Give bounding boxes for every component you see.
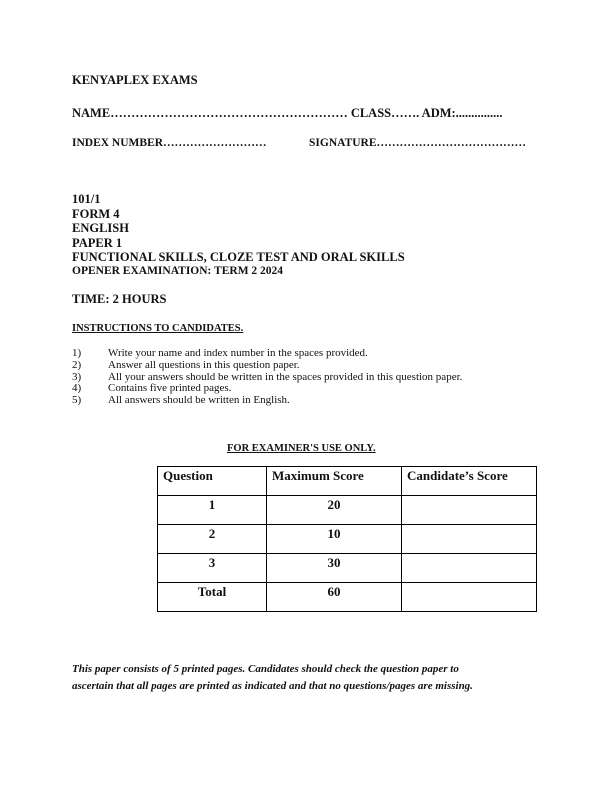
signature-field[interactable]: SIGNATURE………………………………… bbox=[309, 137, 527, 149]
score-table bbox=[157, 466, 537, 612]
total-maximum-score: 60 bbox=[267, 583, 402, 612]
table-row bbox=[158, 554, 537, 583]
table-header-row bbox=[158, 467, 537, 496]
header-question: Question bbox=[158, 467, 267, 496]
candidate-score-cell[interactable] bbox=[402, 496, 537, 525]
instruction-item: 2) Answer all questions in this question paper. bbox=[72, 358, 300, 371]
paper-number: PAPER 1 bbox=[72, 235, 123, 250]
name-class-adm-field[interactable]: NAME………………………………………………… CLASS……. ADM:............... bbox=[72, 106, 503, 120]
maximum-score: 10 bbox=[267, 525, 402, 554]
paper-details bbox=[72, 192, 405, 277]
footer-line-1: This paper consists of 5 printed pages. Candidates should check the question paper to bbox=[72, 663, 459, 675]
candidate-score-cell[interactable] bbox=[402, 554, 537, 583]
question-number: 3 bbox=[158, 554, 267, 583]
header-maximum-score: Maximum Score bbox=[267, 467, 402, 496]
table-total-row bbox=[158, 583, 537, 612]
candidate-score-cell[interactable] bbox=[402, 525, 537, 554]
footer-line-2: ascertain that all pages are printed as indicated and that no questions/pages are missing. bbox=[72, 680, 473, 692]
header-candidate-score: Candidate’s Score bbox=[402, 467, 537, 496]
examiner-use-title: FOR EXAMINER'S USE ONLY. bbox=[227, 443, 376, 454]
total-candidate-score-cell[interactable] bbox=[402, 583, 537, 612]
footer-note bbox=[72, 661, 473, 695]
table-row bbox=[158, 525, 537, 554]
table-row bbox=[158, 496, 537, 525]
total-label: Total bbox=[158, 583, 267, 612]
paper-subject: ENGLISH bbox=[72, 221, 129, 236]
paper-form: FORM 4 bbox=[72, 206, 120, 221]
paper-title: FUNCTIONAL SKILLS, CLOZE TEST AND ORAL SKILLS bbox=[72, 250, 405, 265]
instruction-item: 1) Write your name and index number in the spaces provided. bbox=[72, 347, 368, 359]
question-number: 1 bbox=[158, 496, 267, 525]
maximum-score: 20 bbox=[267, 496, 402, 525]
exam-time: TIME: 2 HOURS bbox=[72, 292, 167, 306]
instruction-item: 3) All your answers should be written in the spaces provided in this question paper. bbox=[72, 370, 463, 383]
instructions-list bbox=[72, 348, 462, 407]
maximum-score: 30 bbox=[267, 554, 402, 583]
question-number: 2 bbox=[158, 525, 267, 554]
index-number-field[interactable]: INDEX NUMBER……………………… bbox=[72, 137, 267, 149]
instruction-item: 4) Contains five printed pages. bbox=[72, 382, 232, 395]
organization-name: KENYAPLEX EXAMS bbox=[72, 73, 198, 87]
paper-code: 101/1 bbox=[72, 192, 101, 206]
exam-name: OPENER EXAMINATION: TERM 2 2024 bbox=[72, 264, 284, 277]
instructions-title: INSTRUCTIONS TO CANDIDATES. bbox=[72, 323, 244, 334]
instruction-item: 5) All answers should be written in English. bbox=[72, 394, 290, 407]
